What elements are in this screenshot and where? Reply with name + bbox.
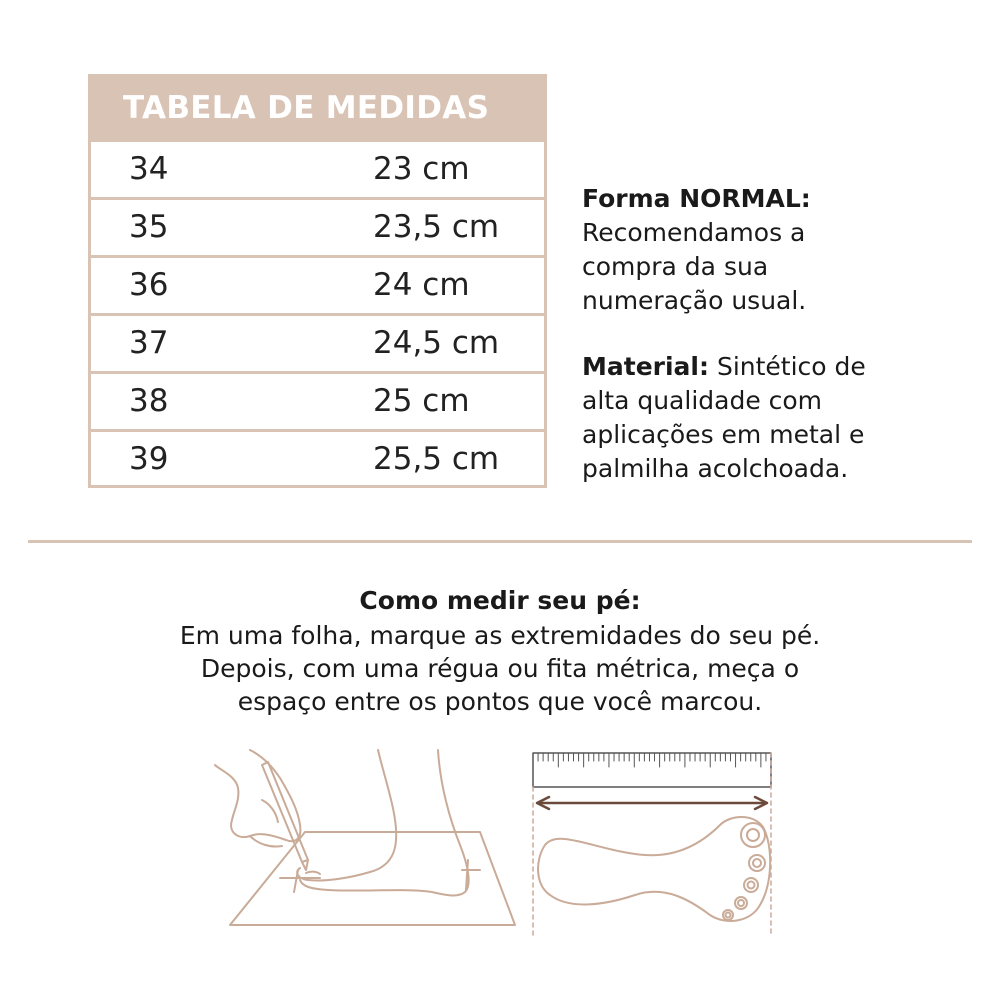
- table-row: [91, 197, 544, 255]
- row-length: 25,5 cm: [373, 441, 500, 477]
- row-length: 23 cm: [373, 151, 470, 187]
- forma-line: numeração usual.: [582, 286, 807, 315]
- table-row: [91, 139, 544, 197]
- row-size: 38: [129, 383, 169, 419]
- table-row: [91, 313, 544, 371]
- foot-sole-outline: [538, 817, 770, 921]
- material-line: alta qualidade com: [582, 386, 823, 415]
- section-divider: [28, 540, 972, 543]
- table-row: [91, 371, 544, 429]
- how-to-title: Como medir seu pé:: [359, 586, 641, 615]
- material-label: Material:: [582, 352, 709, 381]
- row-length: 25 cm: [373, 383, 470, 419]
- forma-line: compra da sua: [582, 252, 769, 281]
- material-first-line: Sintético de: [709, 352, 866, 381]
- table-row: [91, 429, 544, 487]
- table-row: [91, 255, 544, 313]
- leg-outline: [297, 750, 396, 881]
- row-size: 36: [129, 267, 169, 303]
- ruler-foot-illustration: [525, 745, 785, 940]
- row-length: 24 cm: [373, 267, 470, 303]
- table-title: TABELA DE MEDIDAS: [91, 77, 544, 139]
- pen: [262, 762, 308, 862]
- forma-info: [582, 182, 982, 318]
- row-length: 24,5 cm: [373, 325, 500, 361]
- hand-marking-foot-illustration: [210, 740, 530, 930]
- row-size: 39: [129, 441, 169, 477]
- material-line: aplicações em metal e: [582, 420, 865, 449]
- ruler-ticks: [533, 753, 771, 767]
- how-to-line: Depois, com uma régua ou fita métrica, meça o: [200, 654, 800, 683]
- forma-label: Forma NORMAL:: [582, 184, 811, 213]
- material-line: palmilha acolchoada.: [582, 454, 849, 483]
- how-to-line: espaço entre os pontos que você marcou.: [237, 687, 763, 716]
- heel-mark: [462, 860, 480, 890]
- row-size: 35: [129, 209, 169, 245]
- material-info: [582, 350, 982, 486]
- measure-arrow: [537, 797, 767, 809]
- forma-line: Recomendamos a: [582, 218, 806, 247]
- how-to-text: [100, 619, 900, 718]
- row-size: 34: [129, 151, 169, 187]
- row-size: 37: [129, 325, 169, 361]
- how-to-line: Em uma folha, marque as extremidades do seu pé.: [179, 621, 821, 650]
- size-table: [88, 74, 547, 488]
- row-length: 23,5 cm: [373, 209, 500, 245]
